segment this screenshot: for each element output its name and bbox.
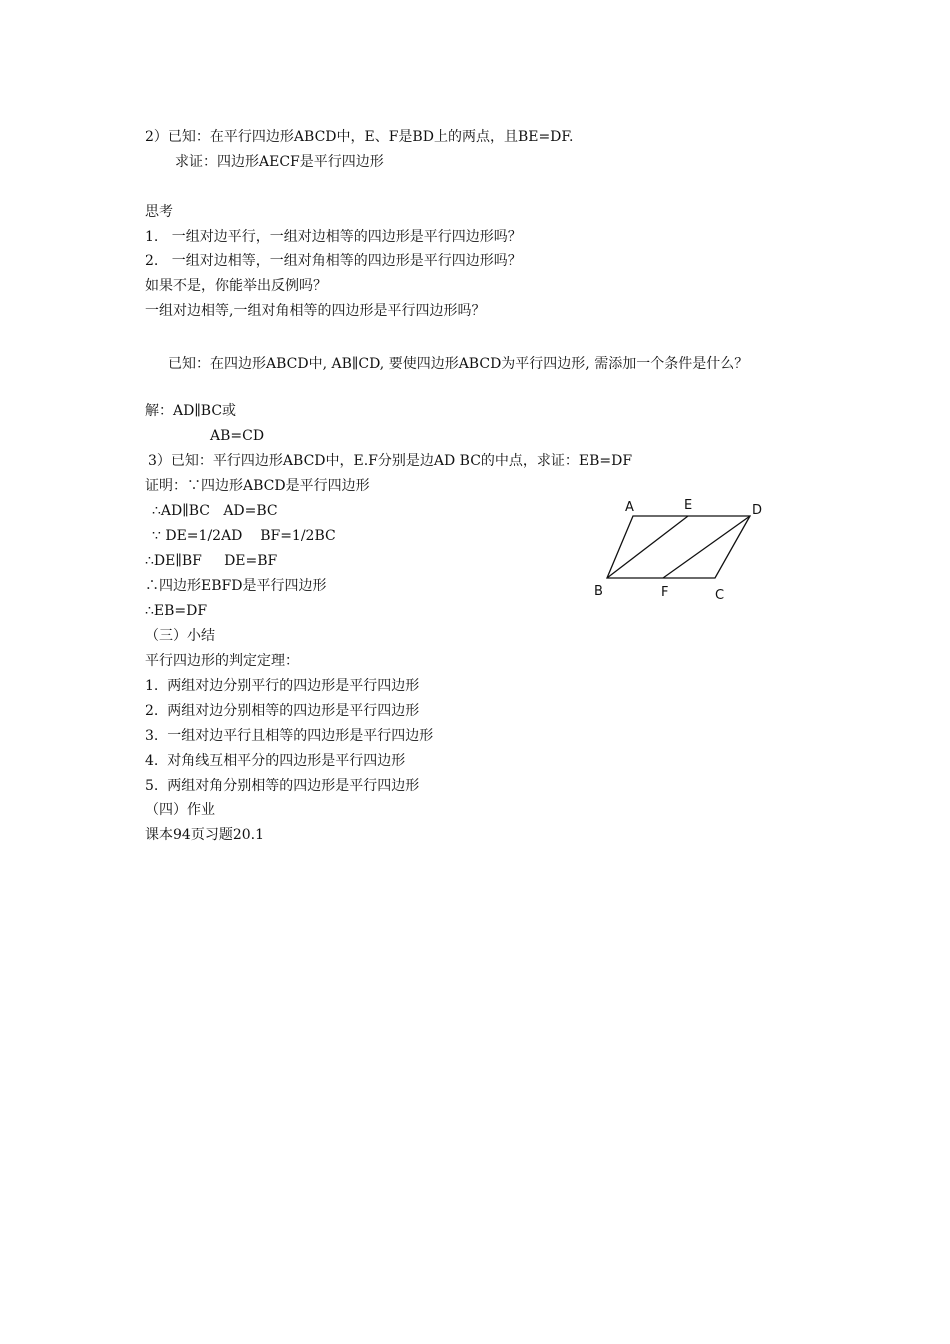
proof-step: ∵ DE=1/2AD BF=1/2BC — [152, 528, 336, 544]
think-question-4: 一组对边相等,一组对角相等的四边形是平行四边形吗？ — [145, 303, 486, 319]
theorem-item: 3. 一组对边平行且相等的四边形是平行四边形 — [145, 728, 434, 744]
think-question-2: 2. 一组对边相等，一组对角相等的四边形是平行四边形吗？ — [145, 253, 522, 269]
parallelogram-abcd — [607, 516, 750, 578]
problem2-given: 2）已知：在平行四边形ABCD中，E、F是BD上的两点，且BE=DF. — [145, 129, 574, 145]
think-question-3: 如果不是，你能举出反例吗？ — [145, 278, 327, 294]
label-e: E — [684, 498, 693, 513]
label-a: A — [625, 500, 634, 515]
homework-heading: （四）作业 — [145, 802, 215, 818]
label-c: C — [715, 588, 725, 603]
label-f: F — [661, 585, 669, 600]
proof-step: ∴AD∥BC AD=BC — [152, 503, 278, 519]
example-question: 已知：在四边形ABCD中, AB∥CD, 要使四边形ABCD为平行四边形, 需添加一个条件是什么？ — [168, 356, 749, 372]
think-question-1: 1. 一组对边平行，一组对边相等的四边形是平行四边形吗？ — [145, 229, 522, 245]
theorem-item: 2. 两组对边分别相等的四边形是平行四边形 — [145, 703, 420, 719]
problem3-given: 3）已知：平行四边形ABCD中，E.F分别是边AD BC的中点，求证：EB=DF — [148, 453, 633, 469]
example-solution-alt: AB=CD — [210, 428, 265, 444]
theorem-item: 5. 两组对角分别相等的四边形是平行四边形 — [145, 778, 420, 794]
label-b: B — [594, 584, 603, 599]
parallelogram-diagram — [585, 496, 785, 608]
proof-step: ∴四边形EBFD是平行四边形 — [145, 578, 327, 594]
problem2-prove: 求证：四边形AECF是平行四边形 — [175, 154, 384, 170]
theorem-item: 4. 对角线互相平分的四边形是平行四边形 — [145, 753, 406, 769]
proof-step: ∴EB=DF — [145, 603, 208, 619]
proof-step: 证明：∵四边形ABCD是平行四边形 — [145, 478, 370, 494]
label-d: D — [752, 503, 763, 518]
proof-step: ∴DE∥BF DE=BF — [145, 553, 278, 569]
theorem-item: 1. 两组对边分别平行的四边形是平行四边形 — [145, 678, 420, 694]
think-heading: 思考 — [145, 204, 173, 220]
parallelogram-figure — [585, 496, 785, 608]
example-solution: 解：AD∥BC或 — [145, 403, 237, 419]
summary-heading: （三）小结 — [145, 628, 215, 644]
homework-text: 课本94页习题20.1 — [145, 827, 264, 843]
summary-intro: 平行四边形的判定定理： — [145, 653, 299, 669]
